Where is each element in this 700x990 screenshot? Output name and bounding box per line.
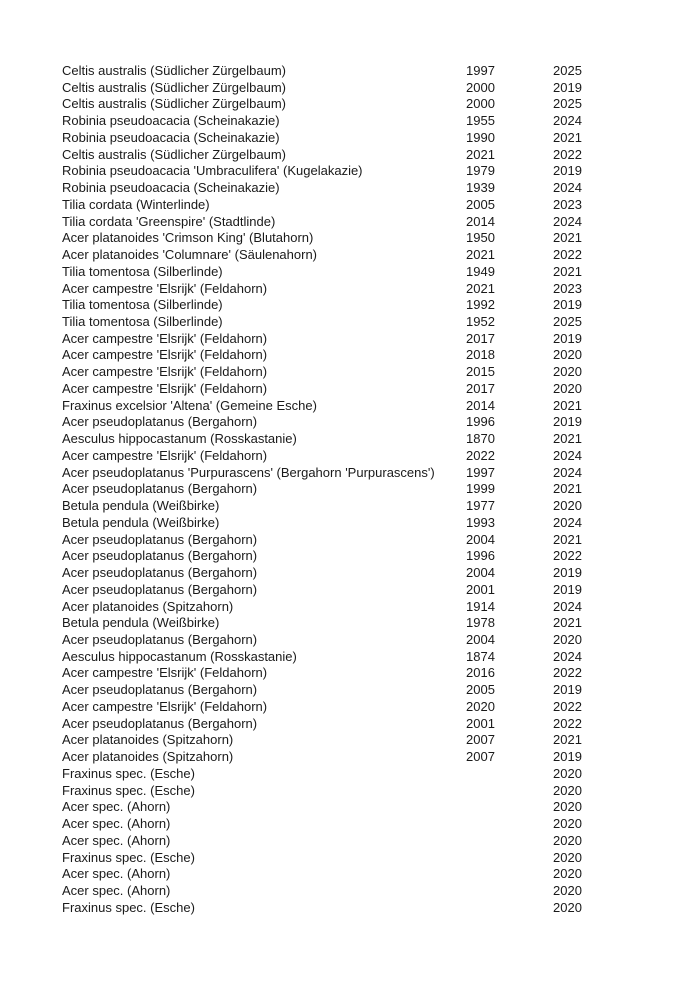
species-name: Acer pseudoplatanus (Bergahorn) <box>62 414 258 430</box>
year-column-2: 2020 <box>553 799 582 815</box>
table-row <box>62 582 637 599</box>
table-row <box>62 850 637 867</box>
table-row <box>62 716 637 733</box>
year-column-1: 2004 <box>466 631 495 647</box>
species-name: Acer campestre 'Elsrijk' (Feldahorn) <box>62 280 268 296</box>
year-column-2: 2020 <box>553 631 582 647</box>
table-row <box>62 532 637 549</box>
species-name: Betula pendula (Weißbirke) <box>62 615 220 631</box>
year-column-1: 2014 <box>466 397 495 413</box>
table-row <box>62 398 637 415</box>
year-column-1: 2015 <box>466 364 495 380</box>
year-column-2: 2020 <box>553 882 582 898</box>
year-column-2: 2024 <box>553 113 582 129</box>
tree-table <box>62 63 637 916</box>
species-name: Celtis australis (Südlicher Zürgelbaum) <box>62 79 286 95</box>
table-row <box>62 414 637 431</box>
year-column-2: 2024 <box>553 514 582 530</box>
species-name: Acer campestre 'Elsrijk' (Feldahorn) <box>62 330 268 346</box>
table-row <box>62 130 637 147</box>
table-row <box>62 431 637 448</box>
year-column-2: 2022 <box>553 247 582 263</box>
species-name: Robinia pseudoacacia 'Umbraculifera' (Kugelakazie) <box>62 163 363 179</box>
table-row <box>62 498 637 515</box>
table-row <box>62 816 637 833</box>
year-column-1: 1874 <box>466 648 495 664</box>
year-column-2: 2024 <box>553 464 582 480</box>
species-name: Celtis australis (Südlicher Zürgelbaum) <box>62 63 286 78</box>
year-column-2: 2020 <box>553 364 582 380</box>
species-name: Tilia tomentosa (Silberlinde) <box>62 314 223 330</box>
species-name: Tilia tomentosa (Silberlinde) <box>62 297 223 313</box>
table-row <box>62 481 637 498</box>
year-column-2: 2020 <box>553 782 582 798</box>
year-column-1: 1999 <box>466 481 495 497</box>
table-row <box>62 766 637 783</box>
year-column-1: 2021 <box>466 146 495 162</box>
table-row <box>62 214 637 231</box>
table-row <box>62 80 637 97</box>
species-name: Acer pseudoplatanus 'Purpurascens' (Bergahorn 'Purpurascens') <box>62 464 435 480</box>
year-column-1: 1997 <box>466 464 495 480</box>
year-column-1: 1914 <box>466 598 495 614</box>
year-column-2: 2024 <box>553 598 582 614</box>
table-row <box>62 264 637 281</box>
year-column-2: 2020 <box>553 380 582 396</box>
year-column-2: 2020 <box>553 899 582 915</box>
species-name: Acer campestre 'Elsrijk' (Feldahorn) <box>62 347 268 363</box>
year-column-2: 2019 <box>553 79 582 95</box>
table-row <box>62 147 637 164</box>
species-name: Tilia cordata (Winterlinde) <box>62 196 210 212</box>
species-name: Aesculus hippocastanum (Rosskastanie) <box>62 431 297 447</box>
year-column-2: 2020 <box>553 849 582 865</box>
year-column-1: 2022 <box>466 447 495 463</box>
species-name: Aesculus hippocastanum (Rosskastanie) <box>62 648 297 664</box>
table-row <box>62 297 637 314</box>
table-row <box>62 381 637 398</box>
year-column-2: 2022 <box>553 665 582 681</box>
year-column-1: 2017 <box>466 380 495 396</box>
species-name: Acer pseudoplatanus (Bergahorn) <box>62 565 258 581</box>
species-name: Celtis australis (Südlicher Zürgelbaum) <box>62 146 286 162</box>
year-column-2: 2023 <box>553 196 582 212</box>
species-name: Acer spec. (Ahorn) <box>62 866 171 882</box>
year-column-1: 2021 <box>466 280 495 296</box>
year-column-2: 2021 <box>553 230 582 246</box>
table-row <box>62 866 637 883</box>
year-column-2: 2024 <box>553 648 582 664</box>
year-column-2: 2021 <box>553 615 582 631</box>
year-column-2: 2022 <box>553 715 582 731</box>
table-row <box>62 883 637 900</box>
species-name: Acer pseudoplatanus (Bergahorn) <box>62 481 258 497</box>
species-name: Acer pseudoplatanus (Bergahorn) <box>62 531 258 547</box>
species-name: Acer spec. (Ahorn) <box>62 832 171 848</box>
year-column-1: 1978 <box>466 615 495 631</box>
table-row <box>62 247 637 264</box>
species-name: Fraxinus spec. (Esche) <box>62 782 195 798</box>
year-column-1: 1996 <box>466 548 495 564</box>
year-column-2: 2020 <box>553 347 582 363</box>
year-column-2: 2023 <box>553 280 582 296</box>
species-name: Acer campestre 'Elsrijk' (Feldahorn) <box>62 665 268 681</box>
year-column-2: 2020 <box>553 866 582 882</box>
table-row <box>62 364 637 381</box>
table-row <box>62 96 637 113</box>
table-row <box>62 732 637 749</box>
year-column-2: 2019 <box>553 682 582 698</box>
species-name: Acer pseudoplatanus (Bergahorn) <box>62 682 258 698</box>
year-column-1: 1992 <box>466 297 495 313</box>
species-name: Acer pseudoplatanus (Bergahorn) <box>62 548 258 564</box>
species-name: Acer platanoides (Spitzahorn) <box>62 749 234 765</box>
species-name: Acer spec. (Ahorn) <box>62 882 171 898</box>
year-column-2: 2020 <box>553 832 582 848</box>
year-column-1: 2000 <box>466 79 495 95</box>
species-name: Robinia pseudoacacia (Scheinakazie) <box>62 129 280 145</box>
year-column-1: 2020 <box>466 698 495 714</box>
species-name: Acer platanoides 'Crimson King' (Blutahorn) <box>62 230 314 246</box>
year-column-1: 1952 <box>466 314 495 330</box>
year-column-1: 1997 <box>466 63 495 78</box>
table-row <box>62 649 637 666</box>
table-row <box>62 180 637 197</box>
year-column-1: 2004 <box>466 565 495 581</box>
year-column-1: 2001 <box>466 715 495 731</box>
species-name: Betula pendula (Weißbirke) <box>62 498 220 514</box>
year-column-1: 1979 <box>466 163 495 179</box>
table-row <box>62 632 637 649</box>
year-column-1: 1990 <box>466 129 495 145</box>
year-column-2: 2020 <box>553 498 582 514</box>
year-column-2: 2021 <box>553 531 582 547</box>
table-row <box>62 281 637 298</box>
year-column-2: 2021 <box>553 732 582 748</box>
year-column-2: 2021 <box>553 431 582 447</box>
species-name: Acer spec. (Ahorn) <box>62 816 171 832</box>
table-row <box>62 565 637 582</box>
species-name: Acer spec. (Ahorn) <box>62 799 171 815</box>
year-column-2: 2022 <box>553 146 582 162</box>
year-column-2: 2021 <box>553 481 582 497</box>
year-column-2: 2019 <box>553 163 582 179</box>
table-row <box>62 163 637 180</box>
table-row <box>62 197 637 214</box>
table-row <box>62 465 637 482</box>
year-column-1: 1939 <box>466 180 495 196</box>
table-row <box>62 833 637 850</box>
species-name: Fraxinus spec. (Esche) <box>62 765 195 781</box>
year-column-2: 2025 <box>553 314 582 330</box>
year-column-2: 2022 <box>553 698 582 714</box>
species-name: Fraxinus spec. (Esche) <box>62 899 195 915</box>
year-column-1: 2018 <box>466 347 495 363</box>
year-column-2: 2021 <box>553 263 582 279</box>
species-name: Fraxinus excelsior 'Altena' (Gemeine Esche) <box>62 397 317 413</box>
year-column-1: 1977 <box>466 498 495 514</box>
table-row <box>62 331 637 348</box>
year-column-1: 2017 <box>466 330 495 346</box>
table-row <box>62 799 637 816</box>
species-name: Robinia pseudoacacia (Scheinakazie) <box>62 180 280 196</box>
year-column-2: 2021 <box>553 397 582 413</box>
species-name: Acer campestre 'Elsrijk' (Feldahorn) <box>62 698 268 714</box>
year-column-2: 2025 <box>553 96 582 112</box>
species-name: Acer pseudoplatanus (Bergahorn) <box>62 715 258 731</box>
year-column-1: 2007 <box>466 732 495 748</box>
year-column-1: 2004 <box>466 531 495 547</box>
table-row <box>62 665 637 682</box>
species-name: Acer campestre 'Elsrijk' (Feldahorn) <box>62 364 268 380</box>
year-column-1: 2001 <box>466 581 495 597</box>
year-column-2: 2020 <box>553 816 582 832</box>
year-column-2: 2019 <box>553 565 582 581</box>
year-column-2: 2025 <box>553 63 582 78</box>
table-row <box>62 599 637 616</box>
species-name: Acer campestre 'Elsrijk' (Feldahorn) <box>62 380 268 396</box>
year-column-1: 2005 <box>466 196 495 212</box>
year-column-1: 2014 <box>466 213 495 229</box>
species-name: Acer pseudoplatanus (Bergahorn) <box>62 631 258 647</box>
year-column-1: 1950 <box>466 230 495 246</box>
table-row <box>62 63 637 80</box>
table-row <box>62 749 637 766</box>
year-column-1: 1949 <box>466 263 495 279</box>
table-row <box>62 900 637 917</box>
species-name: Fraxinus spec. (Esche) <box>62 849 195 865</box>
species-name: Acer platanoides (Spitzahorn) <box>62 732 234 748</box>
year-column-2: 2021 <box>553 129 582 145</box>
year-column-2: 2022 <box>553 548 582 564</box>
year-column-1: 2005 <box>466 682 495 698</box>
year-column-2: 2019 <box>553 297 582 313</box>
year-column-1: 2000 <box>466 96 495 112</box>
species-name: Celtis australis (Südlicher Zürgelbaum) <box>62 96 286 112</box>
year-column-2: 2024 <box>553 447 582 463</box>
year-column-2: 2024 <box>553 180 582 196</box>
table-row <box>62 347 637 364</box>
species-name: Tilia tomentosa (Silberlinde) <box>62 263 223 279</box>
species-name: Acer platanoides (Spitzahorn) <box>62 598 234 614</box>
table-row <box>62 615 637 632</box>
year-column-2: 2019 <box>553 581 582 597</box>
table-row <box>62 682 637 699</box>
year-column-1: 1996 <box>466 414 495 430</box>
species-name: Acer campestre 'Elsrijk' (Feldahorn) <box>62 447 268 463</box>
year-column-2: 2024 <box>553 213 582 229</box>
year-column-2: 2019 <box>553 330 582 346</box>
table-row <box>62 548 637 565</box>
species-name: Robinia pseudoacacia (Scheinakazie) <box>62 113 280 129</box>
table-row <box>62 113 637 130</box>
year-column-1: 2021 <box>466 247 495 263</box>
species-name: Betula pendula (Weißbirke) <box>62 514 220 530</box>
species-name: Tilia cordata 'Greenspire' (Stadtlinde) <box>62 213 276 229</box>
year-column-1: 2007 <box>466 749 495 765</box>
year-column-1: 1955 <box>466 113 495 129</box>
year-column-2: 2020 <box>553 765 582 781</box>
year-column-1: 2016 <box>466 665 495 681</box>
species-name: Acer pseudoplatanus (Bergahorn) <box>62 581 258 597</box>
table-row <box>62 314 637 331</box>
table-row <box>62 515 637 532</box>
year-column-1: 1870 <box>466 431 495 447</box>
year-column-2: 2019 <box>553 749 582 765</box>
table-row <box>62 448 637 465</box>
species-name: Acer platanoides 'Columnare' (Säulenahorn) <box>62 247 317 263</box>
year-column-1: 1993 <box>466 514 495 530</box>
year-column-2: 2019 <box>553 414 582 430</box>
table-row <box>62 783 637 800</box>
table-row <box>62 230 637 247</box>
table-row <box>62 699 637 716</box>
